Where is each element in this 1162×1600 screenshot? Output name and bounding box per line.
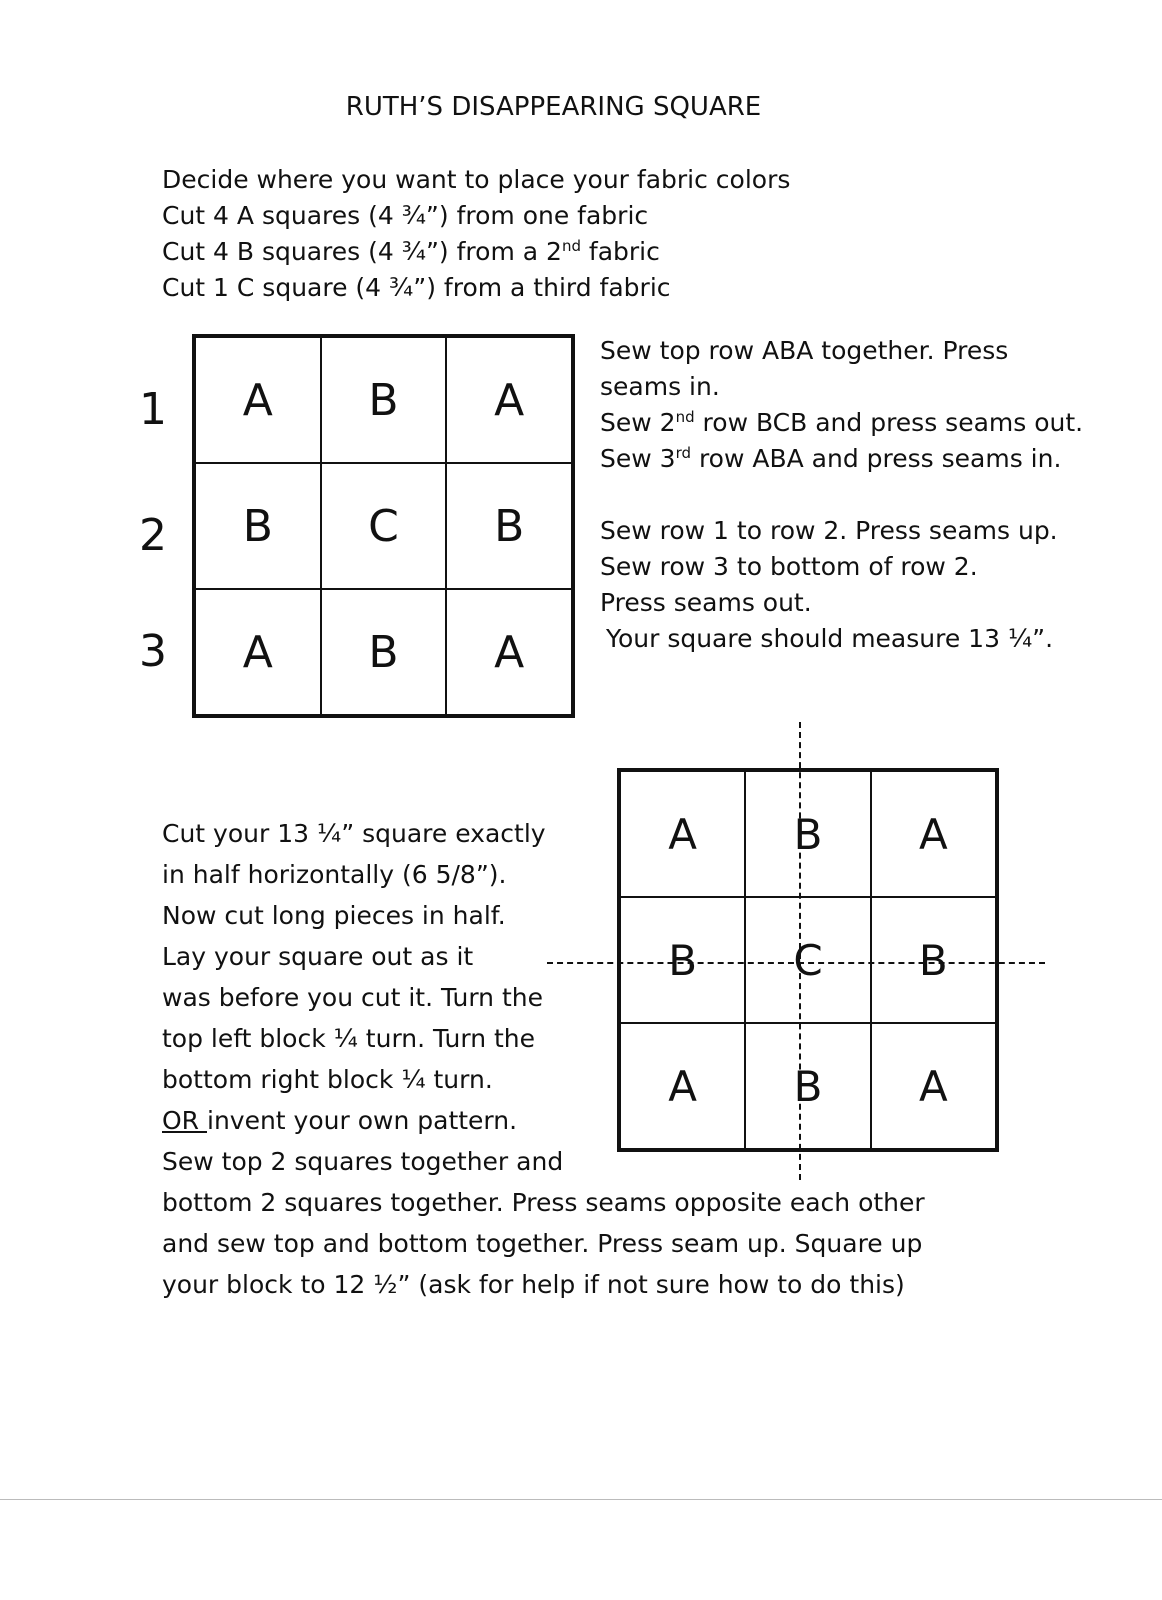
sew-instruction: Sew row 3 to bottom of row 2. [600, 552, 978, 581]
row-number: 2 [139, 510, 167, 561]
grid-cell: A [871, 1023, 996, 1149]
sew-instruction: Your square should measure 13 ¼”. [606, 624, 1054, 653]
cut-instruction: Now cut long pieces in half. [162, 901, 506, 930]
grid-cell: A [620, 771, 745, 897]
grid-cell: B [745, 1023, 870, 1149]
grid-cell: A [446, 337, 572, 463]
sew-instruction: Sew 2nd row BCB and press seams out. [600, 408, 1084, 437]
grid-cell: A [620, 1023, 745, 1149]
cut-instruction: was before you cut it. Turn the [162, 983, 543, 1012]
grid-cell: C [321, 463, 447, 589]
or-instruction: OR invent your own pattern. [162, 1106, 518, 1135]
horizontal-cut-line [547, 962, 1045, 964]
sew-instruction: Press seams out. [600, 588, 812, 617]
page-divider [0, 1499, 1162, 1500]
intro-line: Decide where you want to place your fabric colors [162, 165, 791, 194]
vertical-cut-line [799, 722, 801, 1180]
intro-line: Cut 4 A squares (4 ¾”) from one fabric [162, 201, 649, 230]
grid-cell: B [620, 897, 745, 1023]
cut-instruction: Cut your 13 ¼” square exactly [162, 819, 546, 848]
intro-line: Cut 4 B squares (4 ¾”) from a 2nd fabric [162, 237, 660, 266]
sew-instruction: Sew top row ABA together. Press [600, 336, 1009, 365]
cut-instruction: top left block ¼ turn. Turn the [162, 1024, 536, 1053]
final-instruction: bottom 2 squares together. Press seams opposite each other [162, 1188, 925, 1217]
final-instruction: your block to 12 ½” (ask for help if not sure how to do this) [162, 1270, 905, 1299]
cut-instruction: bottom right block ¼ turn. [162, 1065, 493, 1094]
sew-instruction: seams in. [600, 372, 720, 401]
grid-cell: A [195, 337, 321, 463]
final-instruction: and sew top and bottom together. Press seam up. Square up [162, 1229, 923, 1258]
grid-cell: B [871, 897, 996, 1023]
grid-cell: B [195, 463, 321, 589]
grid-cell: B [321, 589, 447, 715]
cut-layout-grid [617, 768, 999, 1152]
page-title: RUTH’S DISAPPEARING SQUARE [345, 92, 762, 122]
cut-instruction: in half horizontally (6 5/8”). [162, 860, 507, 889]
grid-cell: A [871, 771, 996, 897]
sew-instruction: Sew 3rd row ABA and press seams in. [600, 444, 1062, 473]
cut-instruction: Lay your square out as it [162, 942, 474, 971]
block-layout-grid [192, 334, 575, 718]
grid-cell: B [745, 771, 870, 897]
grid-cell: A [195, 589, 321, 715]
row-number: 3 [139, 626, 167, 677]
sew-instruction: Sew row 1 to row 2. Press seams up. [600, 516, 1058, 545]
grid-cell: B [446, 463, 572, 589]
grid-cell: B [321, 337, 447, 463]
final-instruction: Sew top 2 squares together and [162, 1147, 564, 1176]
intro-line: Cut 1 C square (4 ¾”) from a third fabric [162, 273, 671, 302]
grid-cell: A [446, 589, 572, 715]
grid-cell: C [745, 897, 870, 1023]
row-number: 1 [139, 384, 167, 435]
